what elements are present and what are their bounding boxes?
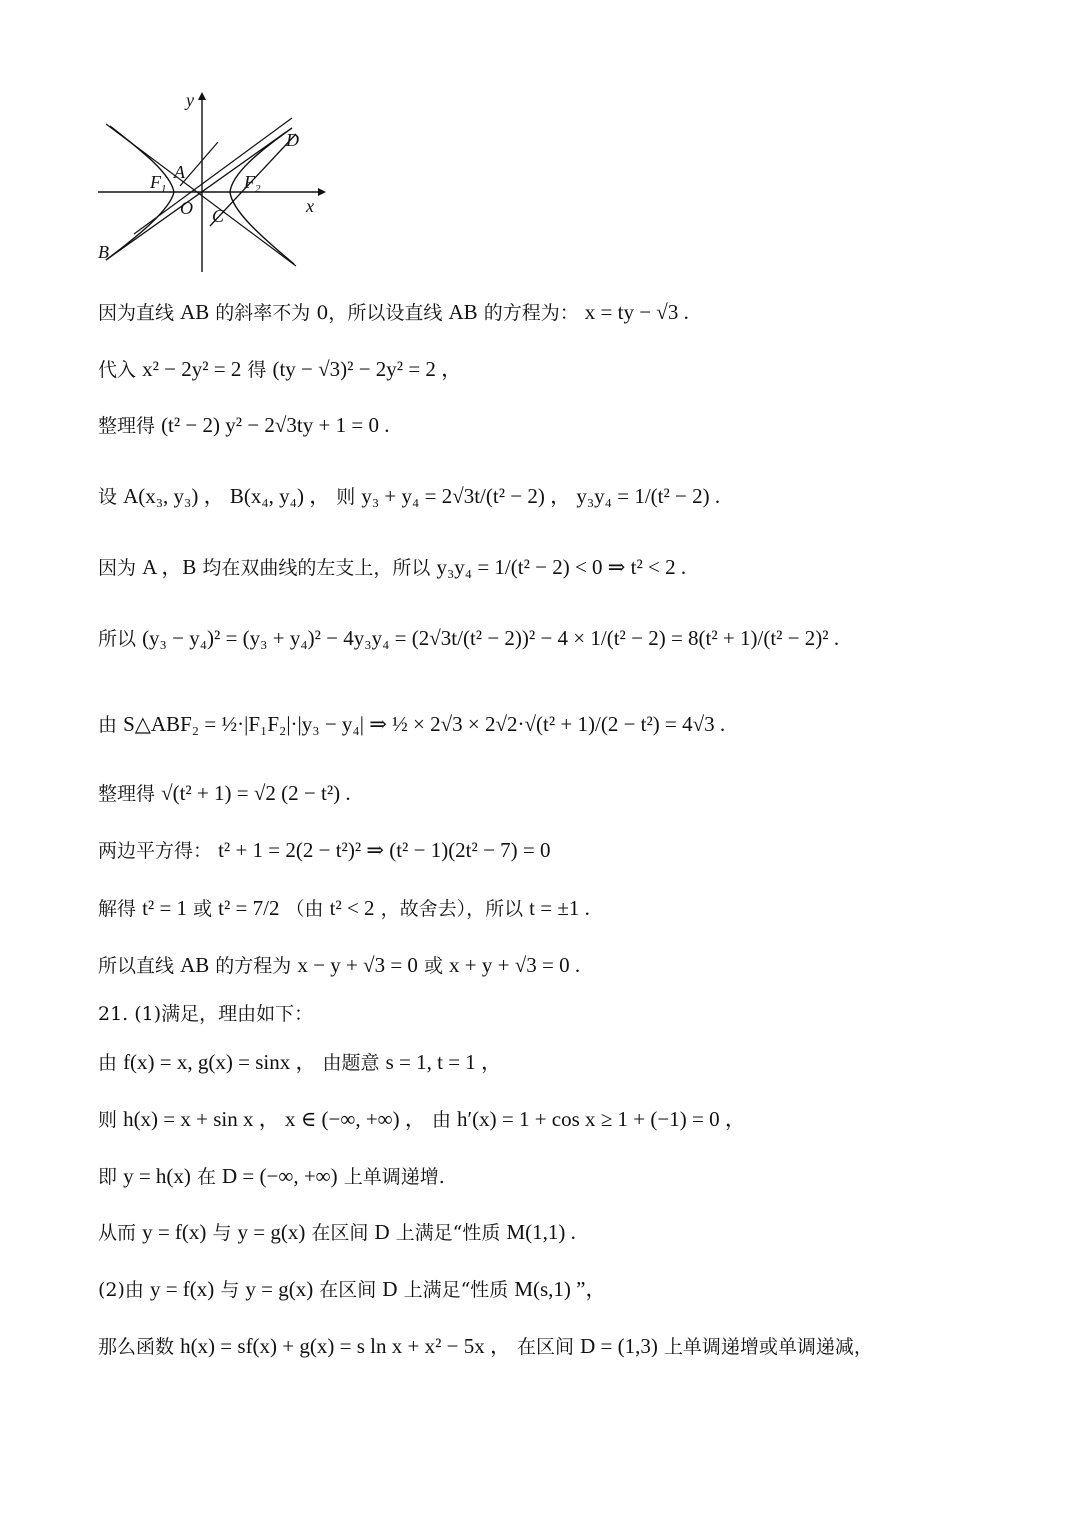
- text: 上单调递增或单调递减，: [663, 1336, 873, 1358]
- hyperbola-figure: [90, 88, 330, 278]
- solution-line-8: [98, 781, 351, 806]
- text: 或: [193, 898, 213, 920]
- math: x − y + √3 = 0: [297, 953, 418, 977]
- text: 上满足“性质: [403, 1279, 509, 1301]
- text: 由题意: [322, 1052, 380, 1074]
- text: 上单调递增.: [343, 1166, 445, 1188]
- text: 得: [247, 359, 267, 381]
- solution-line-3: [98, 413, 389, 438]
- text: 那么函数: [98, 1336, 175, 1358]
- solution-line-5: [98, 555, 686, 580]
- label-A: A: [174, 162, 185, 182]
- text: 由: [98, 714, 118, 736]
- solution-line-10: [98, 896, 590, 921]
- text: 因为: [98, 557, 137, 579]
- math: D: [374, 1220, 390, 1244]
- math: AB: [180, 953, 210, 977]
- math: t² + 1 = 2(2 − t²)² ⇒ (t² − 1)(2t² − 7) = 0: [218, 838, 551, 862]
- solution-line-13: [98, 1107, 746, 1132]
- text: 所以直线: [98, 955, 175, 977]
- text: 即: [98, 1166, 118, 1188]
- solution-line-14: [98, 1164, 445, 1189]
- math: t² = 1: [142, 896, 188, 920]
- solution-line-6: [98, 626, 839, 651]
- math: M(s,1) ”，: [514, 1277, 607, 1301]
- math: (y₃ − y₄)² = (y₃ + y₄)² − 4y₃y₄ = (2√3t/(t² − 2))² − 4 × 1/(t² − 2) = 8(t² + 1)/(t² − 2)² .: [142, 626, 840, 650]
- math: x = ty − √3 .: [584, 300, 689, 324]
- math: y = f(x): [142, 1220, 207, 1244]
- text: 代入: [98, 359, 137, 381]
- math: (ty − √3)² − 2y² = 2 ，: [272, 357, 463, 381]
- text: 上满足“性质: [395, 1222, 501, 1244]
- y-axis-arrow: [198, 92, 206, 100]
- math: h′(x) = 1 + cos x ≥ 1 + (−1) = 0 ，: [457, 1107, 746, 1131]
- math: S△ABF₂ = ½·|F₁F₂|·|y₃ − y₄| ⇒ ½ × 2√3 × 2√2·√(t² + 1)/(2 − t²) = 4√3 .: [123, 712, 726, 736]
- text: 与: [212, 1222, 232, 1244]
- text: 的方程为：: [483, 302, 579, 324]
- text: 因为直线: [98, 302, 175, 324]
- math: t² < 2: [329, 896, 375, 920]
- text: 或: [423, 955, 443, 977]
- text: 所以: [98, 628, 137, 650]
- solution-line-4: [98, 484, 720, 509]
- solution-line-9: [98, 838, 551, 863]
- solution-line-15: [98, 1220, 576, 1245]
- math: y = h(x): [123, 1164, 191, 1188]
- label-y: y: [186, 90, 194, 110]
- text: 21. (1)满足，理由如下：: [98, 1003, 314, 1025]
- text: 由: [431, 1109, 451, 1131]
- text: 的斜率不为 0，所以设直线: [215, 302, 443, 324]
- text: 均在双曲线的左支上，所以: [202, 557, 431, 579]
- math: t = ±1 .: [529, 896, 590, 920]
- label-F1: $F_1$: [150, 172, 167, 195]
- text: 设: [98, 486, 118, 508]
- label-D: D: [286, 130, 299, 150]
- math: h(x) = sf(x) + g(x) = s ln x + x² − 5x ，: [180, 1334, 511, 1358]
- text: （由: [285, 898, 324, 920]
- math: A(x₃, y₃) ， B(x₄, y₄) ，: [123, 484, 331, 508]
- solution-line-1: [98, 300, 689, 325]
- math: A ，B: [142, 555, 197, 579]
- math: D: [382, 1277, 398, 1301]
- label-x: x: [306, 196, 314, 216]
- math: AB: [448, 300, 478, 324]
- label-O: O: [180, 198, 193, 218]
- line-AB: [106, 132, 286, 260]
- math: h(x) = x + sin x ， x ∈ (−∞, +∞) ，: [123, 1107, 426, 1131]
- math: M(1,1) .: [506, 1220, 576, 1244]
- math: x + y + √3 = 0 .: [449, 953, 581, 977]
- text: 由: [98, 1052, 118, 1074]
- math: √(t² + 1) = √2 (2 − t²) .: [161, 781, 351, 805]
- text: (2)由: [98, 1279, 144, 1301]
- math: x² − 2y² = 2: [142, 357, 242, 381]
- math: y = f(x): [149, 1277, 215, 1301]
- text: 则: [336, 486, 356, 508]
- text: 与: [220, 1279, 240, 1301]
- text: 整理得: [98, 783, 156, 805]
- label-F2: $F_2$: [244, 172, 261, 195]
- solution-line-16: [98, 1277, 607, 1302]
- solution-line-12: [98, 1050, 502, 1075]
- text: 的方程为: [215, 955, 292, 977]
- text: 两边平方得：: [98, 840, 213, 862]
- math: y₃y₄ = 1/(t² − 2) < 0 ⇒ t² < 2 .: [436, 555, 687, 579]
- math: y₃ + y₄ = 2√3t/(t² − 2) ， y₃y₄ = 1/(t² − 2) .: [361, 484, 721, 508]
- solution-line-17: [98, 1334, 873, 1359]
- text: 在区间: [319, 1279, 377, 1301]
- text: 在区间: [311, 1222, 369, 1244]
- math: AB: [180, 300, 210, 324]
- text: 在: [196, 1166, 216, 1188]
- solution-line-11: [98, 953, 580, 978]
- solution-line-2: [98, 357, 462, 382]
- math: y = g(x): [237, 1220, 306, 1244]
- text: 解得: [98, 898, 137, 920]
- text: 则: [98, 1109, 118, 1131]
- math: f(x) = x, g(x) = sinx ，: [123, 1050, 317, 1074]
- math: (t² − 2) y² − 2√3ty + 1 = 0 .: [161, 413, 390, 437]
- line-through-F1: [180, 142, 218, 186]
- math: y = g(x): [245, 1277, 314, 1301]
- x-axis-arrow: [318, 188, 326, 196]
- text: 整理得: [98, 415, 156, 437]
- label-B: B: [98, 242, 109, 262]
- problem-21-heading: [98, 1002, 313, 1026]
- math: s = 1, t = 1 ，: [385, 1050, 503, 1074]
- math: D = (1,3): [580, 1334, 658, 1358]
- math: D = (−∞, +∞): [222, 1164, 338, 1188]
- solution-line-7: [98, 712, 725, 737]
- text: ，故舍去），所以: [380, 898, 524, 920]
- math: t² = 7/2: [218, 896, 280, 920]
- text: 从而: [98, 1222, 137, 1244]
- text: 在区间: [517, 1336, 575, 1358]
- label-C: C: [212, 206, 225, 226]
